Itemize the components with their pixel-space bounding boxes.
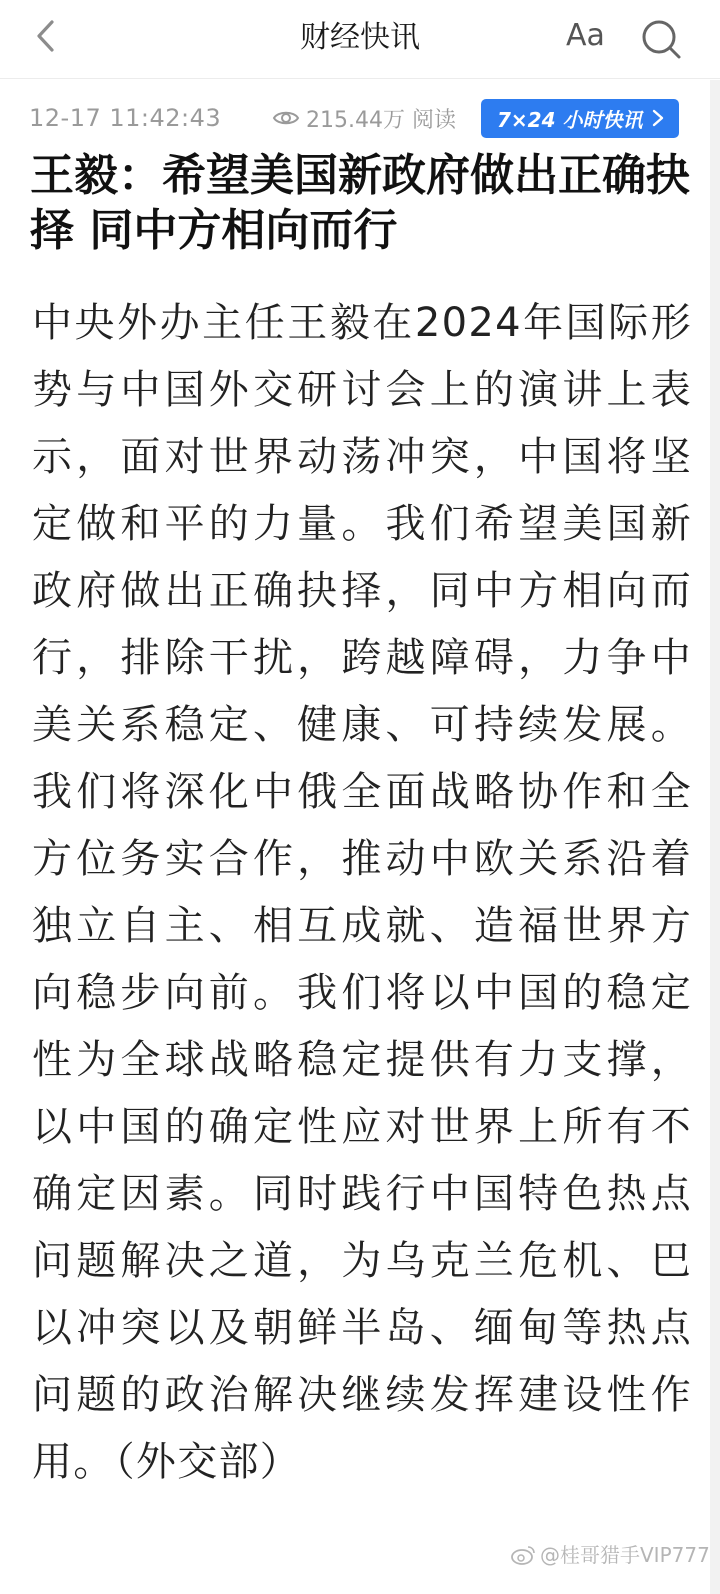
search-button[interactable]: [638, 16, 684, 62]
watermark: [510, 1540, 710, 1570]
page-title: 财经快讯: [300, 20, 420, 55]
watermark-text: @桂哥猎手VIP777: [540, 1543, 710, 1567]
article-headline: 王毅：希望美国新政府做出正确抉择 同中方相向而行: [30, 150, 690, 256]
view-count: [272, 99, 456, 137]
font-size-button[interactable]: Aa: [566, 18, 605, 53]
view-count-text: 215.44万 阅读: [306, 107, 456, 133]
chevron-right-icon: [651, 108, 665, 128]
scrollbar-track[interactable]: [710, 80, 720, 1594]
eye-icon: [272, 107, 300, 129]
article-body: 中央外办主任王毅在2024年国际形势与中国外交研讨会上的演讲上表示，面对世界动荡冲突，中国将坚定做和平的力量。我们希望美国新政府做出正确抉择，同中方相向而行，排除干扰，跨越障碍，力争中美关系稳定、健康、可持续发展。我们将深化中俄全面战略协作和全方位务实合作，推动中欧关系沿着独立自主、相互成就、造福世界方向稳步向前。我们将以中国的稳定性为全球战略稳定提供有力支撑，以中国的确定性应对世界上所有不确定因素。同时践行中国特色热点问题解决之道，为乌克兰危机、巴以冲突以及朝鲜半岛、缅甸等热点问题的政治解决继续发挥建设性作用。（外交部）: [32, 300, 692, 1485]
live-news-tag-button[interactable]: [481, 99, 679, 138]
live-news-tag-label: 7×24 小时快讯: [497, 108, 643, 132]
search-icon: [638, 16, 684, 62]
publish-time: 12-17 11:42:43: [29, 104, 222, 132]
weibo-icon: [510, 1544, 536, 1566]
top-bar: [0, 0, 720, 79]
